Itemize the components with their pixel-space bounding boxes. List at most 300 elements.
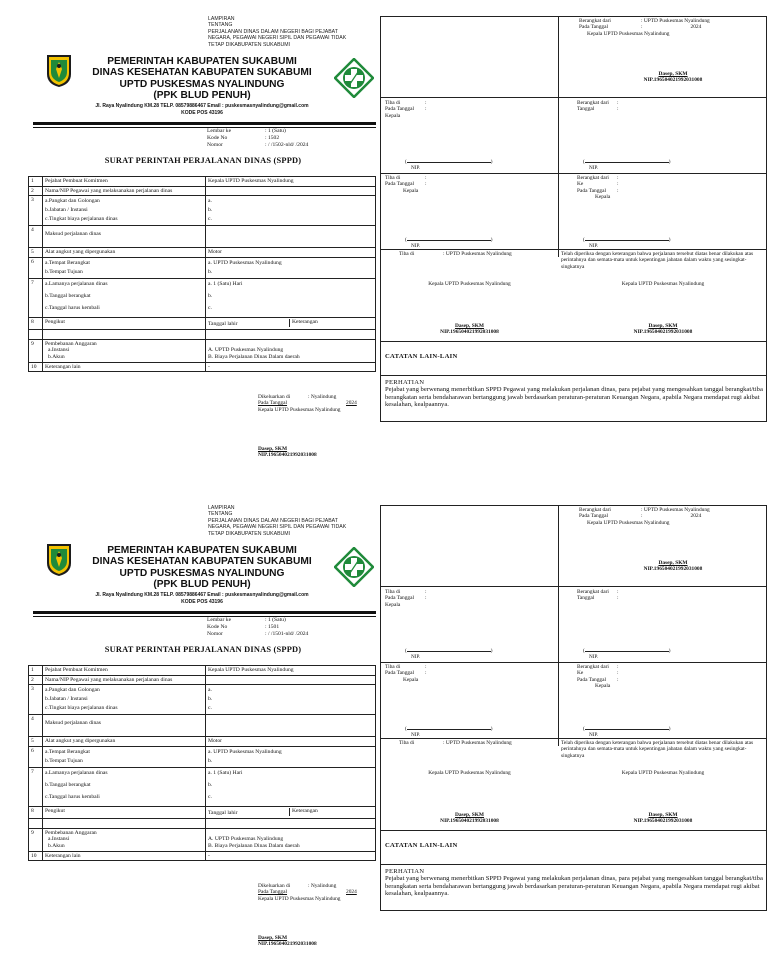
ke-label: Ke bbox=[577, 181, 584, 188]
row-number: 8 bbox=[29, 806, 43, 818]
final-signature-right bbox=[558, 323, 768, 336]
letterhead-line: UPTD PUSKESMAS NYALINDUNG bbox=[119, 567, 285, 579]
row-number: 3 bbox=[29, 196, 43, 226]
lampiran-line: TENTANG bbox=[208, 22, 233, 29]
pada-tanggal-label: Pada Tanggal bbox=[385, 595, 415, 602]
row-sublabel: a.Instansi bbox=[48, 836, 70, 843]
row-value bbox=[206, 767, 376, 806]
row-subvalue: b. bbox=[208, 268, 213, 275]
sppd-table bbox=[28, 665, 376, 861]
berangkat-label: Berangkat dari bbox=[579, 507, 611, 513]
catatan-heading: CATATAN LAIN-LAIN bbox=[385, 842, 458, 849]
pada-tanggal-value: 2024 bbox=[690, 513, 702, 520]
tanggal-lahir-header: Tanggal lahir bbox=[208, 809, 238, 816]
row-value bbox=[206, 675, 376, 685]
nip-placeholder: NIP. bbox=[411, 654, 421, 660]
departure-block-3 bbox=[577, 175, 619, 200]
row-label bbox=[43, 818, 206, 828]
issued-role: Kepala UPTD Puskesmas Nyalindung bbox=[258, 895, 341, 902]
paren: ( bbox=[405, 726, 407, 732]
row-number: 8 bbox=[29, 317, 43, 329]
final-signature-right bbox=[558, 812, 768, 825]
row-subvalue: b. bbox=[208, 696, 213, 703]
kepala-title-left bbox=[381, 770, 558, 776]
kepala-title: Kepala UPTD Puskesmas Nyalindung bbox=[428, 770, 511, 776]
colon: : bbox=[425, 670, 427, 677]
letterhead-address: Jl. Raya Nyalindung KM.28 TELP. 08579886467 Email : puskesmasnyalindung@gmail.com bbox=[95, 591, 309, 598]
colon: : bbox=[425, 175, 427, 181]
berangkat-label: Berangkat dari bbox=[577, 589, 609, 595]
nip-placeholder: NIP. bbox=[411, 243, 421, 249]
paren: ) bbox=[668, 726, 671, 732]
letterhead-line: (PPK BLUD PENUH) bbox=[153, 579, 251, 591]
row-subvalue: c. bbox=[208, 216, 212, 223]
row-sublabel: b.Tempat Tujuan bbox=[45, 268, 83, 275]
pada-tanggal-label: Pada Tanggal bbox=[577, 676, 607, 683]
paren: ( bbox=[405, 159, 407, 165]
issued-place-value: : Nyalindung bbox=[308, 394, 337, 400]
row-subvalue: c. bbox=[208, 793, 212, 800]
colon: : bbox=[425, 595, 427, 602]
issuance-block bbox=[258, 883, 357, 902]
lembar-label: Lembar ke bbox=[207, 617, 232, 623]
colon: : bbox=[617, 187, 619, 194]
row-label bbox=[43, 257, 206, 278]
colon: : bbox=[617, 100, 619, 106]
perhatian-block bbox=[385, 379, 763, 409]
table-row bbox=[29, 715, 376, 737]
kepala-title-left bbox=[381, 281, 558, 287]
sppd-title: SURAT PERINTAH PERJALANAN DINAS (SPPD) bbox=[104, 645, 302, 654]
sppd-copy-2 bbox=[0, 489, 768, 978]
row-label bbox=[43, 339, 206, 362]
row-value bbox=[206, 818, 376, 828]
letterhead-rule bbox=[33, 127, 376, 128]
lembar-label: Lembar ke bbox=[207, 128, 232, 134]
row-label bbox=[43, 767, 206, 806]
row-number: 5 bbox=[29, 248, 43, 258]
catatan-heading: CATATAN LAIN-LAIN bbox=[385, 353, 458, 360]
lampiran-header bbox=[208, 505, 383, 537]
row-value bbox=[206, 278, 376, 317]
letterhead-line: UPTD PUSKESMAS NYALINDUNG bbox=[119, 78, 285, 90]
row-value bbox=[206, 226, 376, 248]
row-label: Pengikut bbox=[43, 806, 206, 818]
row-sublabel: c.Tingkat biaya perjalanan dinas bbox=[45, 216, 118, 223]
table-row bbox=[29, 767, 376, 806]
letterhead-postal: KODE POS 43196 bbox=[181, 109, 223, 116]
colon: : bbox=[425, 181, 427, 188]
row-label bbox=[43, 828, 206, 851]
issued-date-label: Pada Tanggal bbox=[258, 889, 288, 896]
row-number: 4 bbox=[29, 715, 43, 737]
signature-line bbox=[583, 725, 670, 738]
nip-placeholder: NIP. bbox=[411, 732, 421, 738]
letterhead bbox=[80, 56, 324, 116]
row-sublabel: a.Tempat Berangkat bbox=[45, 748, 90, 755]
final-signature-left bbox=[381, 812, 558, 825]
row-sublabel: b.Akun bbox=[48, 353, 65, 360]
row-sublabel: a.Lamanya perjalanan dinas bbox=[45, 769, 108, 776]
row-sublabel: a.Pangkat dan Golongan bbox=[45, 687, 100, 694]
row-value: - bbox=[206, 362, 376, 372]
puskesmas-logo bbox=[334, 58, 374, 98]
signer-nip: NIP.196504021992031008 bbox=[258, 452, 317, 459]
pada-tanggal-label: Pada Tanggal bbox=[385, 181, 415, 188]
row-value bbox=[206, 257, 376, 278]
row-label: Nama/NIP Pegawai yang melaksanakan perjalanan dinas bbox=[43, 675, 206, 685]
table-row bbox=[29, 851, 376, 861]
letterhead-rule bbox=[33, 122, 376, 125]
table-row bbox=[29, 746, 376, 767]
lampiran-line: PERJALANAN DINAS DALAM NEGERI BAGI PEJABAT bbox=[208, 28, 338, 35]
berangkat-label: Berangkat dari bbox=[577, 664, 609, 670]
paren: ( bbox=[583, 726, 585, 732]
final-signature-left bbox=[381, 323, 558, 336]
signature-line bbox=[583, 158, 670, 171]
row-subvalue: b. bbox=[208, 292, 213, 299]
row-subvalue: a. bbox=[208, 198, 212, 205]
kode-value: : 1501 bbox=[265, 624, 280, 630]
verification-statement bbox=[561, 251, 761, 270]
row-number: 2 bbox=[29, 186, 43, 196]
row-subvalue: A. UPTD Puskesmas Nyalindung bbox=[208, 347, 284, 354]
row-value bbox=[206, 685, 376, 715]
row-number: 9 bbox=[29, 828, 43, 851]
perhatian-text: Pejabat yang berwenang menerbitkan SPPD Pegawai yang melakukan perjalanan dinas, para pejabat yang mengesahkan tanggal berangkat/tiba berangkatan serta bendaharawan bertanggung jawab berdasarkan peraturan-peraturan Keuangan Negara, apabila Negara mendapat rugi akibat kesalahan, kealpaannya. bbox=[385, 875, 763, 898]
nip-placeholder: NIP. bbox=[589, 165, 599, 171]
signature-line bbox=[405, 158, 492, 171]
pada-tanggal-label: Pada Tanggal bbox=[579, 24, 609, 31]
row-subvalue: b. bbox=[208, 757, 213, 764]
row-sublabel: b.Tempat Tujuan bbox=[45, 757, 83, 764]
sukabumi-regency-logo bbox=[46, 54, 72, 88]
berangkat-value: : UPTD Puskesmas Nyalindung bbox=[641, 507, 710, 513]
row-number: 5 bbox=[29, 737, 43, 747]
row-value: Kepala UPTD Puskesmas Nyalindung bbox=[206, 666, 376, 676]
nomor-value: : / /1502-nld/ /2024 bbox=[265, 142, 309, 148]
row-sublabel: a.Instansi bbox=[48, 347, 70, 354]
row-label: Keterangan lain bbox=[43, 362, 206, 372]
perhatian-heading: PERHATIAN bbox=[385, 379, 425, 386]
row-sublabel: b.Jabatan / Instansi bbox=[45, 696, 88, 703]
berangkat-label: Berangkat dari bbox=[579, 18, 611, 24]
row-label: Pengikut bbox=[43, 317, 206, 329]
row-subvalue: c. bbox=[208, 705, 212, 712]
row-sublabel: a.Pangkat dan Golongan bbox=[45, 198, 100, 205]
issued-place-label: Dikeluarkan di bbox=[258, 394, 291, 400]
issuance-block bbox=[258, 394, 357, 413]
nip-placeholder: NIP. bbox=[589, 732, 599, 738]
table-row bbox=[29, 737, 376, 747]
row-number: 3 bbox=[29, 685, 43, 715]
row-sublabel: c.Tingkat biaya perjalanan dinas bbox=[45, 705, 118, 712]
row-label: Pejabat Pembuat Komitmen bbox=[43, 177, 206, 187]
row-label-text: Pembebanan Anggaran bbox=[45, 829, 97, 836]
table-row bbox=[29, 675, 376, 685]
row-subvalue: c. bbox=[208, 304, 212, 311]
signer-nip: NIP.196504021992031008 bbox=[440, 329, 499, 336]
tiba-label: Tiba di bbox=[399, 740, 415, 746]
row-subvalue: a. UPTD Puskesmas Nyalindung bbox=[208, 748, 282, 755]
paren: ( bbox=[583, 648, 585, 654]
lampiran-line: LAMPIRAN bbox=[208, 505, 235, 511]
table-row bbox=[29, 685, 376, 715]
row-subvalue: a. 1 (Satu) Hari bbox=[208, 280, 243, 287]
paren: ) bbox=[490, 726, 493, 732]
issuer-signature bbox=[258, 935, 317, 948]
row-value bbox=[206, 828, 376, 851]
signature-line bbox=[405, 725, 492, 738]
row-sublabel: b.Jabatan / Instansi bbox=[45, 207, 88, 214]
signer-name: Dasep, SKM bbox=[454, 812, 485, 818]
table-row bbox=[29, 818, 376, 828]
kepala-title-right bbox=[558, 770, 768, 776]
kepala-label: Kepala bbox=[385, 112, 401, 119]
kepala-label: Kepala bbox=[403, 676, 419, 683]
row-sublabel: b.Tanggal berangkat bbox=[45, 292, 91, 299]
row-number: 7 bbox=[29, 767, 43, 806]
tiba-label: Tiba di bbox=[385, 100, 401, 106]
table-row bbox=[29, 196, 376, 226]
departure-block-2 bbox=[577, 589, 619, 602]
tiba-label: Tiba di bbox=[385, 175, 401, 181]
tiba-label: Tiba di bbox=[385, 589, 401, 595]
letterhead bbox=[80, 545, 324, 605]
issued-place-label: Dikeluarkan di bbox=[258, 883, 291, 889]
table-row bbox=[29, 828, 376, 851]
issued-date-value: 2024 bbox=[346, 889, 357, 896]
colon: : bbox=[617, 181, 619, 188]
letterhead-line: DINAS KESEHATAN KABUPATEN SUKABUMI bbox=[92, 67, 312, 79]
arrival-block-2 bbox=[385, 100, 427, 119]
lampiran-line: NEGARA, PEGAWAI NEGERI SIPIL DAN PEGAWAI TIDAK bbox=[208, 524, 347, 531]
ke-label: Ke bbox=[577, 670, 584, 677]
departure-block-2 bbox=[577, 100, 619, 113]
row-subvalue: A. UPTD Puskesmas Nyalindung bbox=[208, 836, 284, 843]
perhatian-text: Pejabat yang berwenang menerbitkan SPPD Pegawai yang melakukan perjalanan dinas, para pejabat yang mengesahkan tanggal berangkat/tiba berangkatan serta bendaharawan bertanggung jawab berdasarkan peraturan-peraturan Keuangan Negara, apabila Negara mendapat rugi akibat kesalahan, kealpaannya. bbox=[385, 386, 763, 409]
row-value bbox=[206, 329, 376, 339]
colon: : bbox=[425, 664, 427, 670]
signer-nip: NIP.196504021992031008 bbox=[258, 941, 317, 948]
row-label bbox=[43, 329, 206, 339]
travel-verification-sheet bbox=[380, 505, 767, 911]
row-number: 10 bbox=[29, 362, 43, 372]
pada-tanggal-label: Pada Tanggal bbox=[385, 670, 415, 677]
sukabumi-regency-logo bbox=[46, 543, 72, 577]
letterhead-line: PEMERINTAH KABUPATEN SUKABUMI bbox=[107, 545, 297, 556]
row-value bbox=[206, 317, 376, 329]
sppd-title: SURAT PERINTAH PERJALANAN DINAS (SPPD) bbox=[104, 156, 302, 165]
kepala-title: Kepala UPTD Puskesmas Nyalindung bbox=[621, 281, 705, 287]
lampiran-line: PERJALANAN DINAS DALAM NEGERI BAGI PEJABAT bbox=[208, 517, 338, 524]
row-label: Keterangan lain bbox=[43, 851, 206, 861]
row-number: 1 bbox=[29, 666, 43, 676]
signer-name: Dasep, SKM bbox=[258, 446, 288, 452]
perhatian-heading: PERHATIAN bbox=[385, 868, 425, 875]
lampiran-header bbox=[208, 16, 383, 48]
table-row bbox=[29, 329, 376, 339]
row-number bbox=[29, 818, 43, 828]
row-number: 10 bbox=[29, 851, 43, 861]
row-sublabel: b.Akun bbox=[48, 842, 65, 849]
colon: : bbox=[617, 589, 619, 595]
table-row bbox=[29, 666, 376, 676]
paren: ) bbox=[668, 159, 671, 165]
row-value bbox=[206, 196, 376, 226]
tiba-label: Tiba di bbox=[385, 664, 401, 670]
kepala-title: Kepala UPTD Puskesmas Nyalindung bbox=[621, 770, 705, 776]
departure-block bbox=[579, 507, 710, 526]
signer-nip: NIP.196504021992031008 bbox=[633, 818, 693, 825]
signature-line bbox=[583, 647, 670, 660]
kepala-label: Kepala bbox=[385, 601, 401, 608]
row-subvalue: a. bbox=[208, 687, 212, 694]
arrival-block-3 bbox=[385, 175, 427, 194]
tiba-value: : UPTD Puskesmas Nyalindung bbox=[443, 740, 512, 746]
colon: : bbox=[425, 106, 427, 113]
row-label: Nama/NIP Pegawai yang melaksanakan perjalanan dinas bbox=[43, 186, 206, 196]
nomor-label: Nomor bbox=[207, 142, 223, 148]
signature-line bbox=[405, 236, 492, 249]
signer-name: Dasep, SKM bbox=[648, 812, 678, 818]
lembar-value: : 1 (Satu) bbox=[265, 617, 286, 623]
tanggal-lahir-header: Tanggal lahir bbox=[208, 320, 238, 327]
tiba-label: Tiba di bbox=[399, 251, 415, 257]
row-value: Kepala UPTD Puskesmas Nyalindung bbox=[206, 177, 376, 187]
pada-tanggal-value: 2024 bbox=[690, 24, 702, 31]
paren: ) bbox=[490, 237, 493, 243]
kepala-title: Kepala UPTD Puskesmas Nyalindung bbox=[587, 519, 670, 526]
colon: : bbox=[617, 664, 619, 670]
table-row bbox=[29, 339, 376, 362]
row-label bbox=[43, 715, 206, 737]
paren: ( bbox=[583, 237, 585, 243]
row-value: Motor bbox=[206, 737, 376, 747]
row-value: - bbox=[206, 851, 376, 861]
sppd-table bbox=[28, 176, 376, 372]
lampiran-line: NEGARA, PEGAWAI NEGERI SIPIL DAN PEGAWAI TIDAK bbox=[208, 35, 347, 42]
nomor-value: : / /1501-nld/ /2024 bbox=[265, 631, 309, 637]
departure-block bbox=[579, 18, 710, 37]
signature-line bbox=[583, 236, 670, 249]
row-number: 4 bbox=[29, 226, 43, 248]
perhatian-block bbox=[385, 868, 763, 898]
row-value: Motor bbox=[206, 248, 376, 258]
row-value bbox=[206, 339, 376, 362]
departure-signature bbox=[579, 560, 767, 573]
kepala-title-right bbox=[558, 281, 768, 287]
keterangan-header: Keterangan bbox=[289, 319, 373, 328]
letterhead-line: DINAS KESEHATAN KABUPATEN SUKABUMI bbox=[92, 556, 312, 568]
row-number: 6 bbox=[29, 257, 43, 278]
row-label bbox=[43, 746, 206, 767]
paren: ) bbox=[490, 159, 493, 165]
row-label bbox=[43, 685, 206, 715]
document-meta bbox=[207, 617, 308, 638]
row-sublabel: a.Lamanya perjalanan dinas bbox=[45, 280, 108, 287]
verification-statement bbox=[561, 740, 761, 759]
row-subvalue: a. UPTD Puskesmas Nyalindung bbox=[208, 259, 282, 266]
issued-role: Kepala UPTD Puskesmas Nyalindung bbox=[258, 406, 341, 413]
table-row bbox=[29, 806, 376, 818]
row-label-text: Maksud perjalanan dinas bbox=[45, 231, 101, 238]
colon: : bbox=[425, 589, 427, 595]
signer-name: Dasep, SKM bbox=[258, 935, 288, 941]
colon: : bbox=[617, 676, 619, 683]
row-label: Alat angkut yang dipergunakan bbox=[43, 248, 206, 258]
row-number bbox=[29, 329, 43, 339]
letterhead-rule bbox=[33, 616, 376, 617]
table-row bbox=[29, 248, 376, 258]
nip-placeholder: NIP. bbox=[589, 243, 599, 249]
departure-signature bbox=[579, 71, 767, 84]
colon: : bbox=[641, 24, 643, 31]
departure-block-3 bbox=[577, 664, 619, 689]
nip-placeholder: NIP. bbox=[589, 654, 599, 660]
row-number: 2 bbox=[29, 675, 43, 685]
letterhead-line: PEMERINTAH KABUPATEN SUKABUMI bbox=[107, 56, 297, 67]
issued-date-label: Pada Tanggal bbox=[258, 400, 288, 407]
pada-tanggal-label: Pada Tanggal bbox=[385, 106, 415, 113]
table-row bbox=[29, 278, 376, 317]
keterangan-header: Keterangan bbox=[289, 808, 373, 817]
lampiran-line: TENTANG bbox=[208, 511, 233, 518]
paren: ) bbox=[490, 648, 493, 654]
signer-name: Dasep, SKM bbox=[658, 560, 688, 566]
colon: : bbox=[617, 595, 619, 602]
row-label bbox=[43, 278, 206, 317]
row-subvalue: b. bbox=[208, 781, 213, 788]
row-label bbox=[43, 196, 206, 226]
lampiran-line: TETAP DIKABUPATEN SUKABUMI bbox=[208, 41, 291, 48]
row-label bbox=[43, 226, 206, 248]
colon: : bbox=[617, 175, 619, 181]
kepala-label: Kepala bbox=[595, 193, 611, 200]
kode-label: Kode No bbox=[207, 624, 228, 630]
row-subvalue: B. Biaya Perjalanan Dinas Dalam daerah bbox=[208, 353, 300, 360]
colon: : bbox=[425, 100, 427, 106]
kode-label: Kode No bbox=[207, 135, 228, 141]
travel-verification-sheet bbox=[380, 16, 767, 422]
puskesmas-logo bbox=[334, 547, 374, 587]
lampiran-line: TETAP DIKABUPATEN SUKABUMI bbox=[208, 530, 291, 537]
statement-text: Telah diperiksa dengan keterangan bahwa perjalanan tersebut diatas benar dilakukan atas perintahnya dan semata-mata untuk kepentingan jabatan dalam waktu yang sesingkat-singkatnya bbox=[561, 740, 754, 759]
table-row bbox=[29, 226, 376, 248]
row-sublabel: c.Tanggal harus kembali bbox=[45, 793, 100, 800]
berangkat-label: Berangkat dari bbox=[577, 175, 609, 181]
row-label-text: Maksud perjalanan dinas bbox=[45, 720, 101, 727]
kepala-label: Kepala bbox=[403, 187, 419, 194]
pada-tanggal-label: Pada Tanggal bbox=[577, 187, 607, 194]
row-label-text: Pembebanan Anggaran bbox=[45, 340, 97, 347]
letterhead-rule bbox=[33, 611, 376, 614]
row-subvalue: B. Biaya Perjalanan Dinas Dalam daerah bbox=[208, 842, 300, 849]
document-meta bbox=[207, 128, 308, 149]
row-sublabel: b.Tanggal berangkat bbox=[45, 781, 91, 788]
colon: : bbox=[641, 513, 643, 520]
row-value bbox=[206, 715, 376, 737]
row-number: 1 bbox=[29, 177, 43, 187]
paren: ( bbox=[583, 159, 585, 165]
arrival-block-3 bbox=[385, 664, 427, 683]
table-row bbox=[29, 317, 376, 329]
kode-value: : 1502 bbox=[265, 135, 280, 141]
signer-nip: NIP.196504021992031008 bbox=[643, 566, 703, 573]
colon: : bbox=[617, 670, 619, 677]
signer-name: Dasep, SKM bbox=[648, 323, 678, 329]
table-row bbox=[29, 362, 376, 372]
